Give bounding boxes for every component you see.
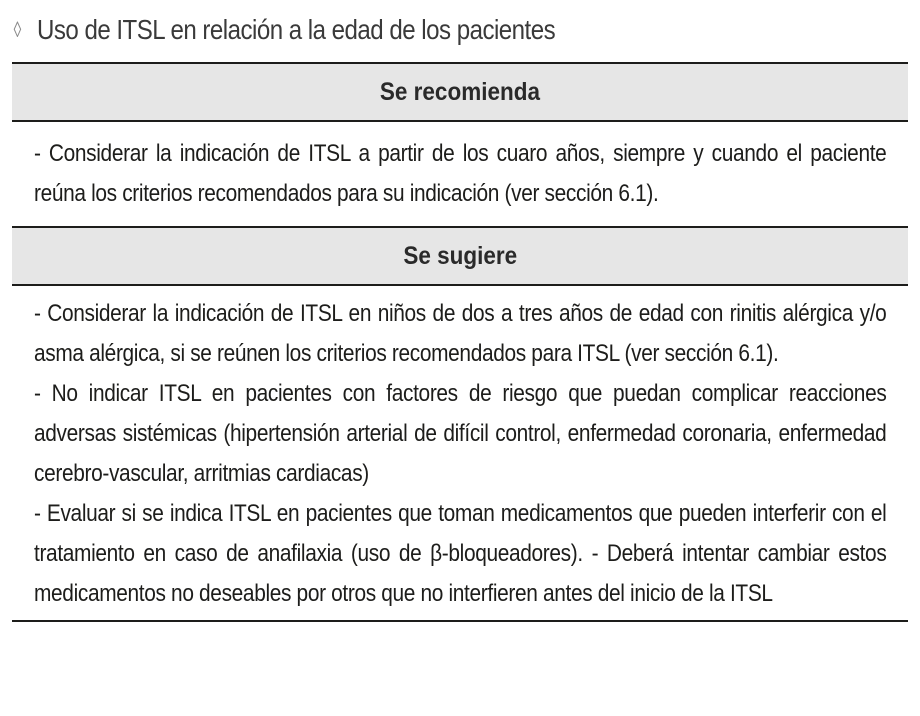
paragraph: - Considerar la indicación de ITSL en niños de dos a tres años de edad con rinitis alérgica y/o asma alérgica, si se reúnen los criterios recomendados para ITSL (ver sección 6.1).	[34, 300, 887, 367]
paragraph: - Considerar la indicación de ITSL a partir de los cuaro años, siempre y cuando el paciente reúna los criterios recomendados para su indicación (ver sección 6.1).	[34, 140, 887, 207]
paragraph: - No indicar ITSL en pacientes con factores de riesgo que puedan complicar reacciones adversas sistémicas (hipertensión arterial de difícil control, enfermedad coronaria, enfermedad cerebro-vascular, arritmias cardiacas)	[34, 380, 887, 487]
diamond-outline-icon: ◊	[13, 17, 22, 42]
recommendations-table	[12, 62, 908, 622]
section-label: Se sugiere	[403, 241, 517, 270]
section-body-recommended	[12, 122, 908, 226]
section-body-suggested	[12, 286, 908, 622]
section-header-recommended	[12, 62, 908, 122]
section-header-suggested	[12, 226, 908, 286]
heading-title: Uso de ITSL en relación a la edad de los pacientes	[36, 14, 556, 45]
section-heading	[12, 8, 639, 52]
paragraph: - Evaluar si se indica ITSL en pacientes que toman medicamentos que pueden interferir con el tratamiento en caso de anafilaxia (uso de β-bloqueadores). - Deberá intentar cambiar estos medicamentos no deseables por otros que no interfieren antes del inicio de la ITSL	[34, 500, 887, 607]
section-label: Se recomienda	[379, 77, 541, 106]
